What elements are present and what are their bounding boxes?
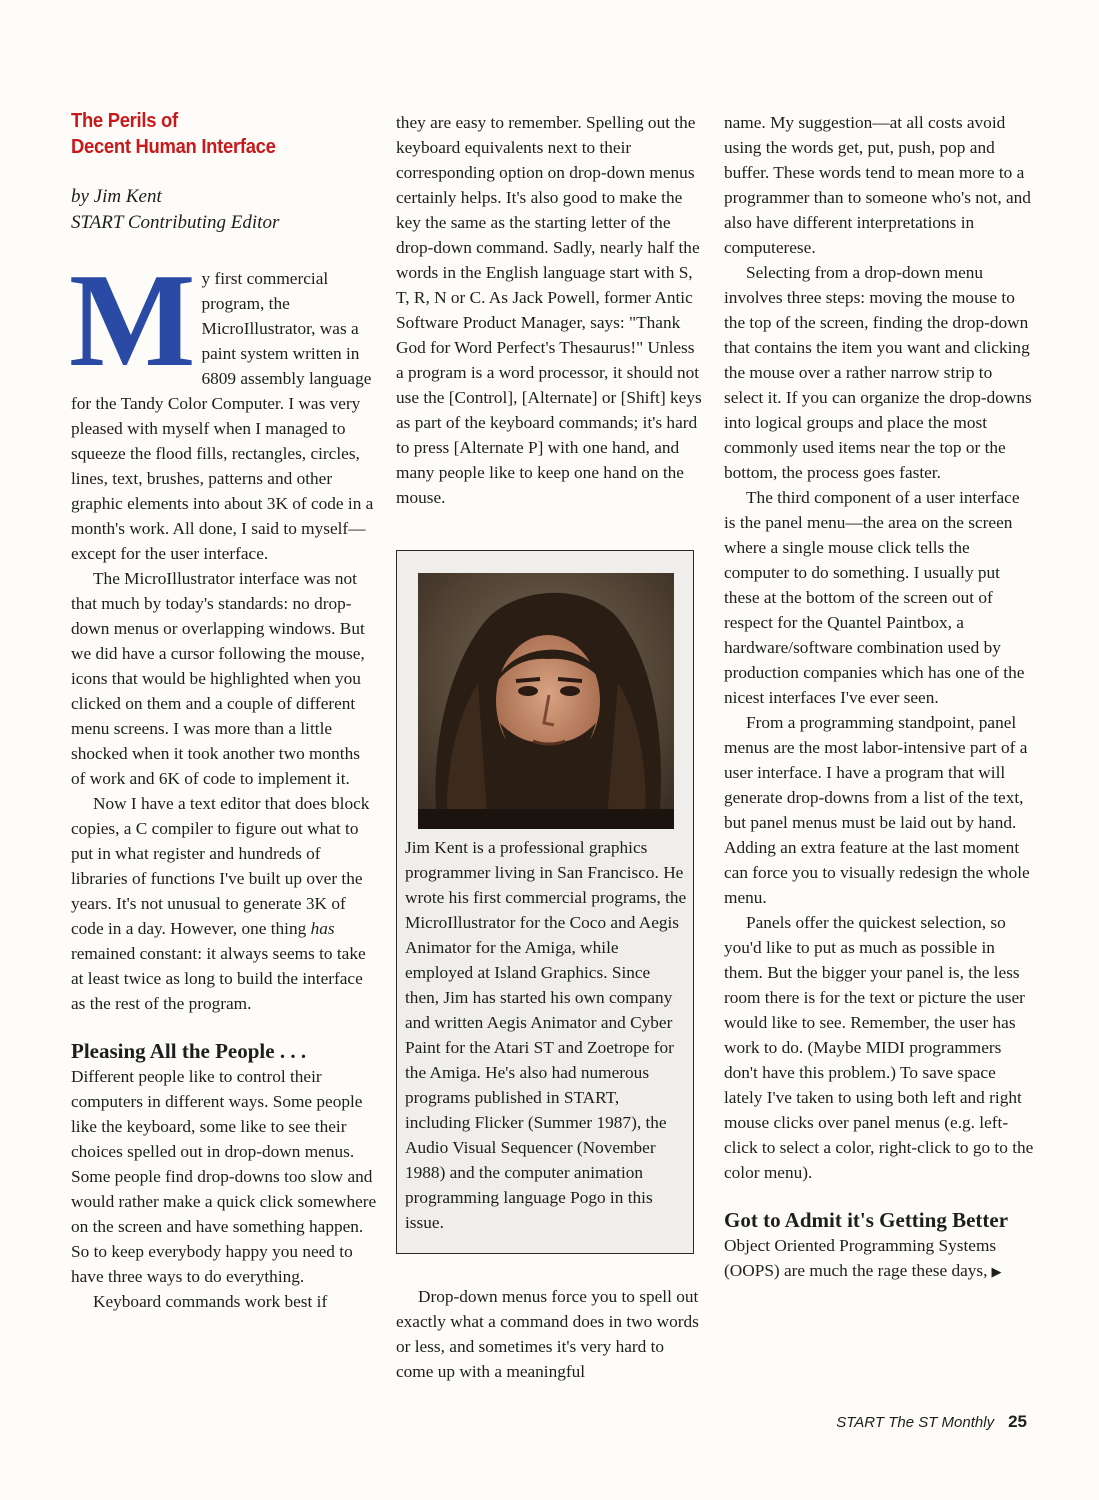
author-photo-box — [396, 550, 694, 1254]
subhead: Pleasing All the People . . . — [71, 1039, 307, 1063]
paragraph-text: Now I have a text editor that does block copies, a C compiler to figure out what to put in what register and hundreds of libraries of functions I've built up over the years. It's not unusual to generate 3K of code in a day. However, one thing — [71, 794, 370, 938]
paragraph: The third component of a user interface is the panel menu—the area on the screen where a single mouse click tells the computer to do something. I usually put these at the bottom of the screen out of respect for the Quantel Paintbox, a hardware/software combination used by production companies which has one of the nicest interfaces I've ever seen. — [724, 488, 1025, 707]
column-2 — [396, 110, 704, 510]
drop-cap: M — [69, 246, 196, 394]
subhead: Got to Admit it's Getting Better — [724, 1208, 1009, 1232]
paragraph: Selecting from a drop-down menu involves three steps: moving the mouse to the top of the screen, finding the drop-down that contains the item you want and clicking the mouse over a rather narrow strip to select it. If you can organize the drop-downs into logical groups and place the most commonly used items near the top or the bottom, the process goes faster. — [724, 263, 1032, 482]
column-2-bottom — [396, 1284, 704, 1384]
paragraph: Keyboard commands work best if — [93, 1292, 328, 1311]
paragraph-text: Object Oriented Programming Systems (OOPS) are much the rage these days, — [724, 1236, 997, 1280]
publication-name: START The ST Monthly — [836, 1414, 995, 1431]
paragraph: they are easy to remember. Spelling out the keyboard equivalents next to their corresponding option on drop-down menus certainly helps. It's also good to make the key the same as the starting letter of the drop-down command. Sadly, nearly half the words in the English language start with S, T, R, N or C. As Jack Powell, former Antic Software Product Manager, says: "Thank God for Word Perfect's Thesaurus!" Unless a program is a word processor, it should not use the [Control], [Alternate] or [Shift] keys as part of the keyboard commands; it's hard to press [Alternate P] with one hand, and many people like to keep one hand on the mouse. — [396, 113, 702, 507]
page-number: 25 — [1008, 1412, 1027, 1431]
byline — [71, 184, 377, 236]
lead-paragraph — [69, 246, 377, 566]
paragraph: Drop-down menus force you to spell out exactly what a command does in two words or less, and sometimes it's very hard to come up with a meaningful — [396, 1287, 699, 1381]
paragraph: The MicroIllustrator interface was not that much by today's standards: no drop-down menus or overlapping windows. But we did have a cursor following the mouse, icons that would be highlighted when you clicked on them and a couple of different menu screens. I was more than a little shocked when it took another two months of work and 6K of code to implement it. — [71, 569, 365, 788]
paragraph — [724, 1233, 1034, 1284]
photo-caption: Jim Kent is a professional graphics programmer living in San Francisco. He wrote his first commercial programs, the MicroIllustrator for the Coco and Aegis Animator for the Amiga, while employed at Island Graphics. Since then, Jim has started his own company and written Aegis Animator and Cyber Paint for the Atari ST and Zoetrope for the Amiga. He's also had numerous programs published in START, including Flicker (Summer 1987), the Audio Visual Sequencer (November 1988) and the computer animation programming language Pogo in this issue. — [405, 838, 687, 1232]
paragraph: y first commercial program, the MicroIllustrator, was a paint system written in 6809 assembly language for the Tandy Color Computer. I was very pleased with myself when I managed to squeeze the flood fills, rectangles, circles, lines, text, brushes, patterns and other graphic elements into about 3K of code in a month's work. All done, I said to myself—except for the user interface. — [71, 269, 374, 563]
byline-role: START Contributing Editor — [71, 212, 280, 233]
paragraph: From a programming standpoint, panel menus are the most labor-intensive part of a user interface. I have a program that will generate drop-downs from a list of the text, but panel menus must be laid out by hand. Adding an extra feature at the last moment can force you to visually redesign the whole menu. — [724, 713, 1030, 907]
page-footer — [836, 1412, 1027, 1432]
paragraph: Panels offer the quickest selection, so you'd like to put as much as possible in them. But the bigger your panel is, the less room there is for the text or picture the user would like to see. Remember, the user has work to do. (Maybe MIDI programmers don't have this problem.) To save space lately I've taken to using both left and right mouse clicks over panel menus (e.g. left-click to select a color, right-click to go to the color menu). — [724, 913, 1034, 1182]
article-title — [71, 108, 353, 160]
continue-arrow-icon: ▶ — [991, 1264, 1002, 1279]
column-1 — [71, 108, 377, 1314]
paragraph-text: remained constant: it always seems to take at least twice as long to build the interface as the rest of the program. — [71, 944, 366, 1013]
title-line-2: Decent Human Interface — [71, 136, 276, 158]
byline-author: by Jim Kent — [71, 186, 162, 207]
emphasis: has — [310, 919, 335, 938]
author-photo — [418, 573, 674, 829]
paragraph: Different people like to control their computers in different ways. Some people like the keyboard, some like to see their choices spelled out in drop-down menus. Some people find drop-downs too slow and would rather make a quick click somewhere on the screen and have something happen. So to keep everybody happy you need to have three ways to do everything. — [71, 1067, 377, 1286]
column-3 — [724, 110, 1034, 1284]
portrait-image — [418, 573, 674, 829]
title-line-1: The Perils of — [71, 110, 178, 132]
paragraph — [71, 791, 377, 1016]
paragraph: name. My suggestion—at all costs avoid using the words get, put, push, pop and buffer. These words tend to mean more to a programmer than to someone who's not, and also have different interpretations in computerese. — [724, 113, 1031, 257]
